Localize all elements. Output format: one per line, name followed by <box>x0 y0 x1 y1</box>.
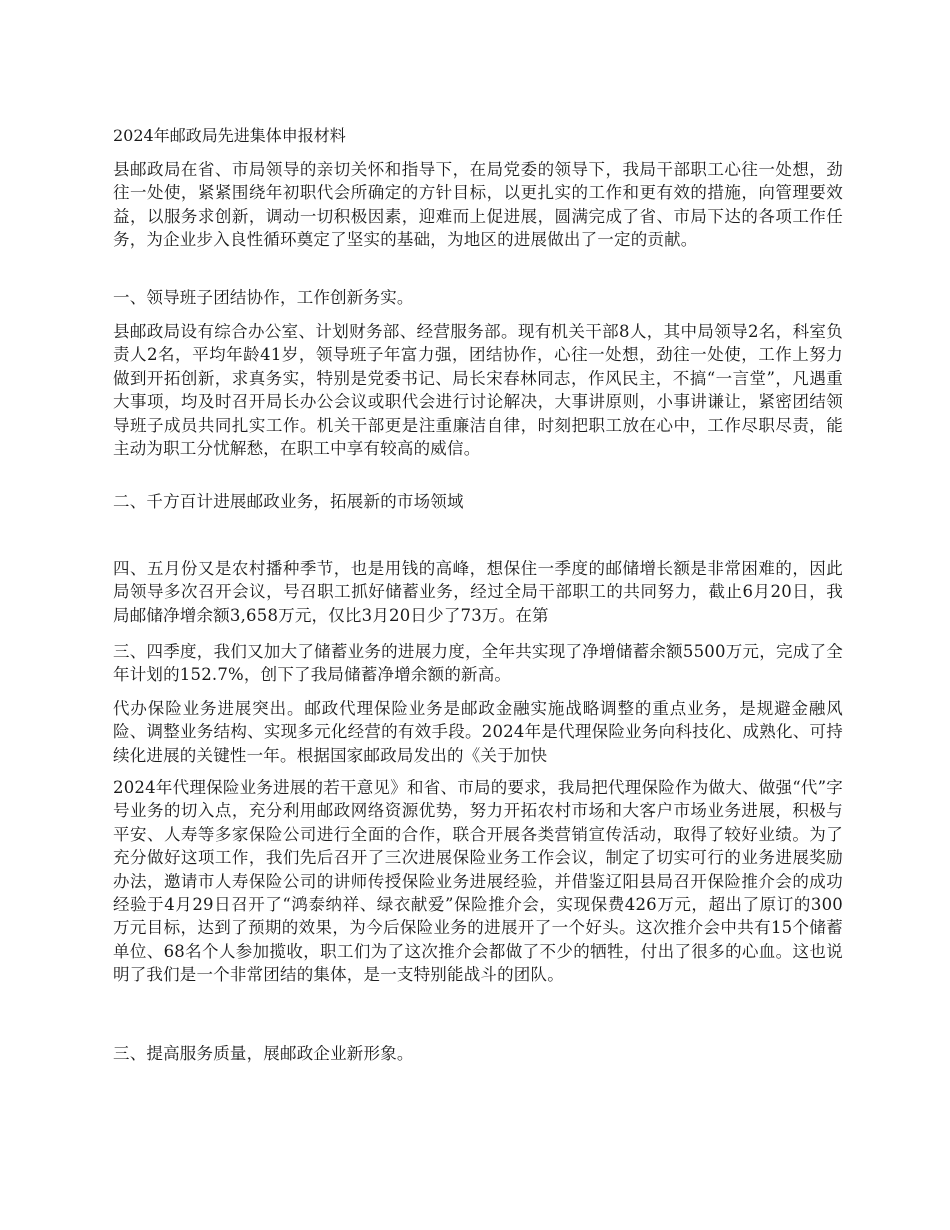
paragraph-four: 四、五月份又是农村播种季节，也是用钱的高峰，想保住一季度的邮储增长额是非常困难的，因此局领导多次召开会议，号召职工抓好储蓄业务，经过全局干部职工的共同努力，截止6月20日，我局邮储净增余额3,658万元，仅比3月20日少了73万。在第 <box>113 559 843 625</box>
section2-heading: 二、千方百计进展邮政业务，拓展新的市场领域 <box>113 492 464 511</box>
section3-heading: 三、提高服务质量，展邮政企业新形象。 <box>113 1044 414 1063</box>
section1-paragraph: 县邮政局设有综合办公室、计划财务部、经营服务部。现有机关干部8人，其中局领导2名，科室负责人2名，平均年龄41岁，领导班子年富力强，团结协作，心往一处想，劲往一处使，工作上努力做到开拓创新，求真务实，特别是党委书记、局长宋春林同志，作风民主，不搞“一言堂”，凡遇重大事项，均及时召开局长办公会议或职代会进行讨论解决，大事讲原则，小事讲谦让，紧密团结领导班子成员共同扎实工作。机关干部更是注重廉洁自律，时刻把职工放在心中，工作尽职尽责，能主动为职工分忧解愁，在职工中享有较高的威信。 <box>113 322 843 459</box>
document-title: 2024年邮政局先进集体申报材料 <box>113 126 346 145</box>
insurance-paragraph: 代办保险业务进展突出。邮政代理保险业务是邮政金融实施战略调整的重点业务，是规避金融风险、调整业务结构、实现多元化经营的有效手段。2024年是代理保险业务向科技化、成熟化、可持续化进展的关键性一年。根据国家邮政局发出的《关于加快 <box>113 699 843 765</box>
paragraph-three: 三、四季度，我们又加大了储蓄业务的进展力度，全年共实现了净增储蓄余额5500万元，完成了全年计划的152.7%，创下了我局储蓄净增余额的新高。 <box>113 642 843 685</box>
intro-paragraph: 县邮政局在省、市局领导的亲切关怀和指导下，在局党委的领导下，我局干部职工心往一处想，劲往一处使，紧紧围绕年初职代会所确定的方针目标，以更扎实的工作和更有效的措施，向管理要效益，以服务求创新，调动一切积极因素，迎难而上促进展，圆满完成了省、市局下达的各项工作任务，为企业步入良性循环奠定了坚实的基础，为地区的进展做出了一定的贡献。 <box>113 160 843 250</box>
section1-heading: 一、领导班子团结协作，工作创新务实。 <box>113 288 414 307</box>
insurance-paragraph-continued: 2024年代理保险业务进展的若干意见》和省、市局的要求，我局把代理保险作为做大、做强“代”字号业务的切入点，充分利用邮政网络资源优势，努力开拓农村市场和大客户市场业务进展，积极与平安、人寿等多家保险公司进行全面的合作，联合开展各类营销宣传活动，取得了较好业绩。为了充分做好这项工作，我们先后召开了三次进展保险业务工作会议，制定了切实可行的业务进展奖励办法，邀请市人寿保险公司的讲师传授保险业务进展经验，并借鉴辽阳县局召开保险推介会的成功经验于4月29日召开了“鸿泰纳祥、绿衣献爱”保险推介会，实现保费426万元，超出了原订的300万元目标，达到了预期的效果，为今后保险业务的进展开了一个好头。这次推介会中共有15个储蓄单位、68名个人参加揽收，职工们为了这次推介会都做了不少的牺牲，付出了很多的心血。这也说明了我们是一个非常团结的集体，是一支特别能战斗的团队。 <box>113 778 843 985</box>
